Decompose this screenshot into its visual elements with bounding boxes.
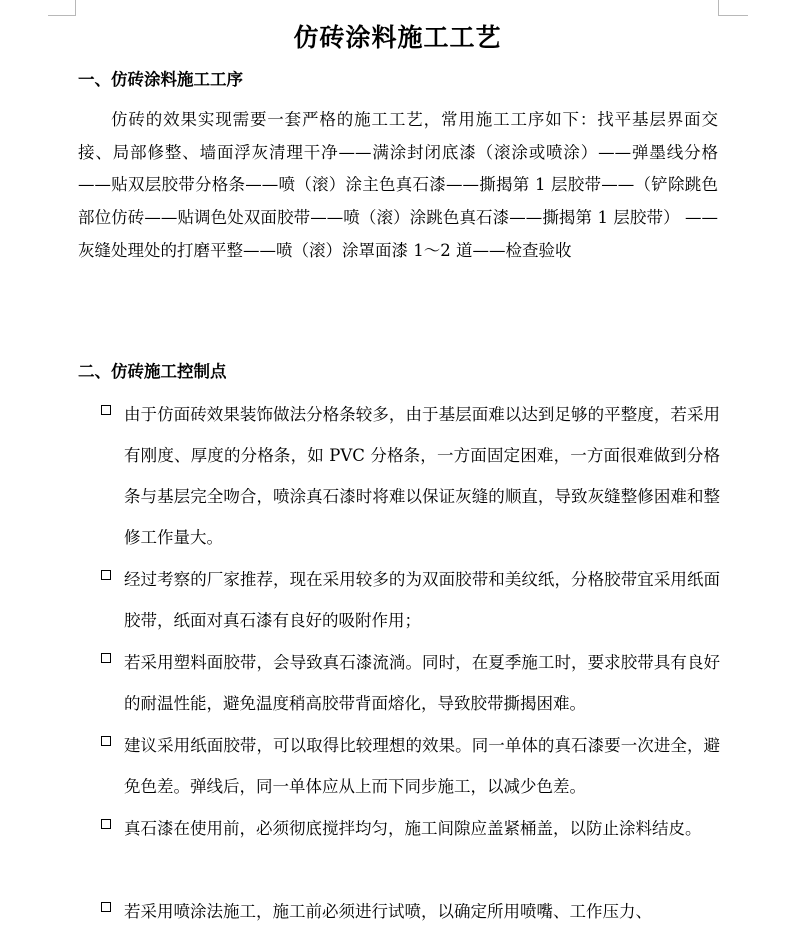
checkbox-bullet-icon	[101, 570, 111, 580]
crop-mark-top-left-horizontal	[48, 15, 76, 16]
list-item	[100, 394, 720, 558]
list-item	[100, 725, 720, 807]
crop-mark-top-right-horizontal	[718, 15, 748, 16]
checkbox-bullet-icon	[101, 736, 111, 746]
checkbox-bullet-icon	[101, 405, 111, 415]
section-heading-procedure: 一、仿砖涂料施工工序	[78, 70, 243, 89]
list-item	[100, 642, 720, 724]
checkbox-bullet-icon	[101, 653, 111, 663]
checkbox-bullet-icon	[101, 819, 111, 829]
crop-mark-top-right-vertical	[718, 0, 719, 16]
document-title: 仿砖涂料施工工艺	[293, 23, 502, 52]
list-item-text: 若采用喷涂法施工，施工前必须进行试喷，以确定所用喷嘴、工作压力、	[124, 902, 652, 921]
section-heading-control-points: 二、仿砖施工控制点	[78, 362, 227, 381]
list-item	[100, 559, 720, 641]
list-item-text: 由于仿面砖效果装饰做法分格条较多，由于基层面难以达到足够的平整度，若采用有刚度、厚度的分格条，如 PVC 分格条，一方面固定困难，一方面很难做到分格条与基层完全吻合，喷涂真石漆时将难以保证灰缝的顺直，导致灰缝整修困难和整修工作量大。	[124, 405, 720, 547]
list-item-text: 建议采用纸面胶带，可以取得比较理想的效果。同一单体的真石漆要一次进全，避免色差。弹线后，同一单体应从上而下同步施工，以减少色差。	[124, 736, 720, 796]
checkbox-bullet-icon	[101, 902, 111, 912]
list-item-text: 真石漆在使用前，必须彻底搅拌均匀，施工间隙应盖紧桶盖，以防止涂料结皮。	[124, 819, 702, 838]
list-item-text: 经过考察的厂家推荐，现在采用较多的为双面胶带和美纹纸，分格胶带宜采用纸面胶带，纸面对真石漆有良好的吸附作用；	[124, 570, 720, 630]
list-item-text: 若采用塑料面胶带，会导致真石漆流淌。同时，在夏季施工时，要求胶带具有良好的耐温性能，避免温度稍高胶带背面熔化，导致胶带撕揭困难。	[124, 653, 720, 713]
crop-mark-top-left-vertical	[75, 0, 76, 16]
procedure-paragraph: 仿砖的效果实现需要一套严格的施工工艺，常用施工工序如下：找平基层界面交接、局部修整、墙面浮灰清理干净——满涂封闭底漆（滚涂或喷涂）——弹墨线分格——贴双层胶带分格条——喷（滚）涂主色真石漆——撕揭第 1 层胶带——（铲除跳色部位仿砖——贴调色处双面胶带——喷（滚）涂跳色真石漆——撕揭第 1 层胶带） ——灰缝处理处的打磨平整——喷（滚）涂罩面漆 1～2 道——检查验收	[78, 110, 718, 260]
list-item	[100, 891, 720, 932]
list-item	[100, 808, 720, 849]
